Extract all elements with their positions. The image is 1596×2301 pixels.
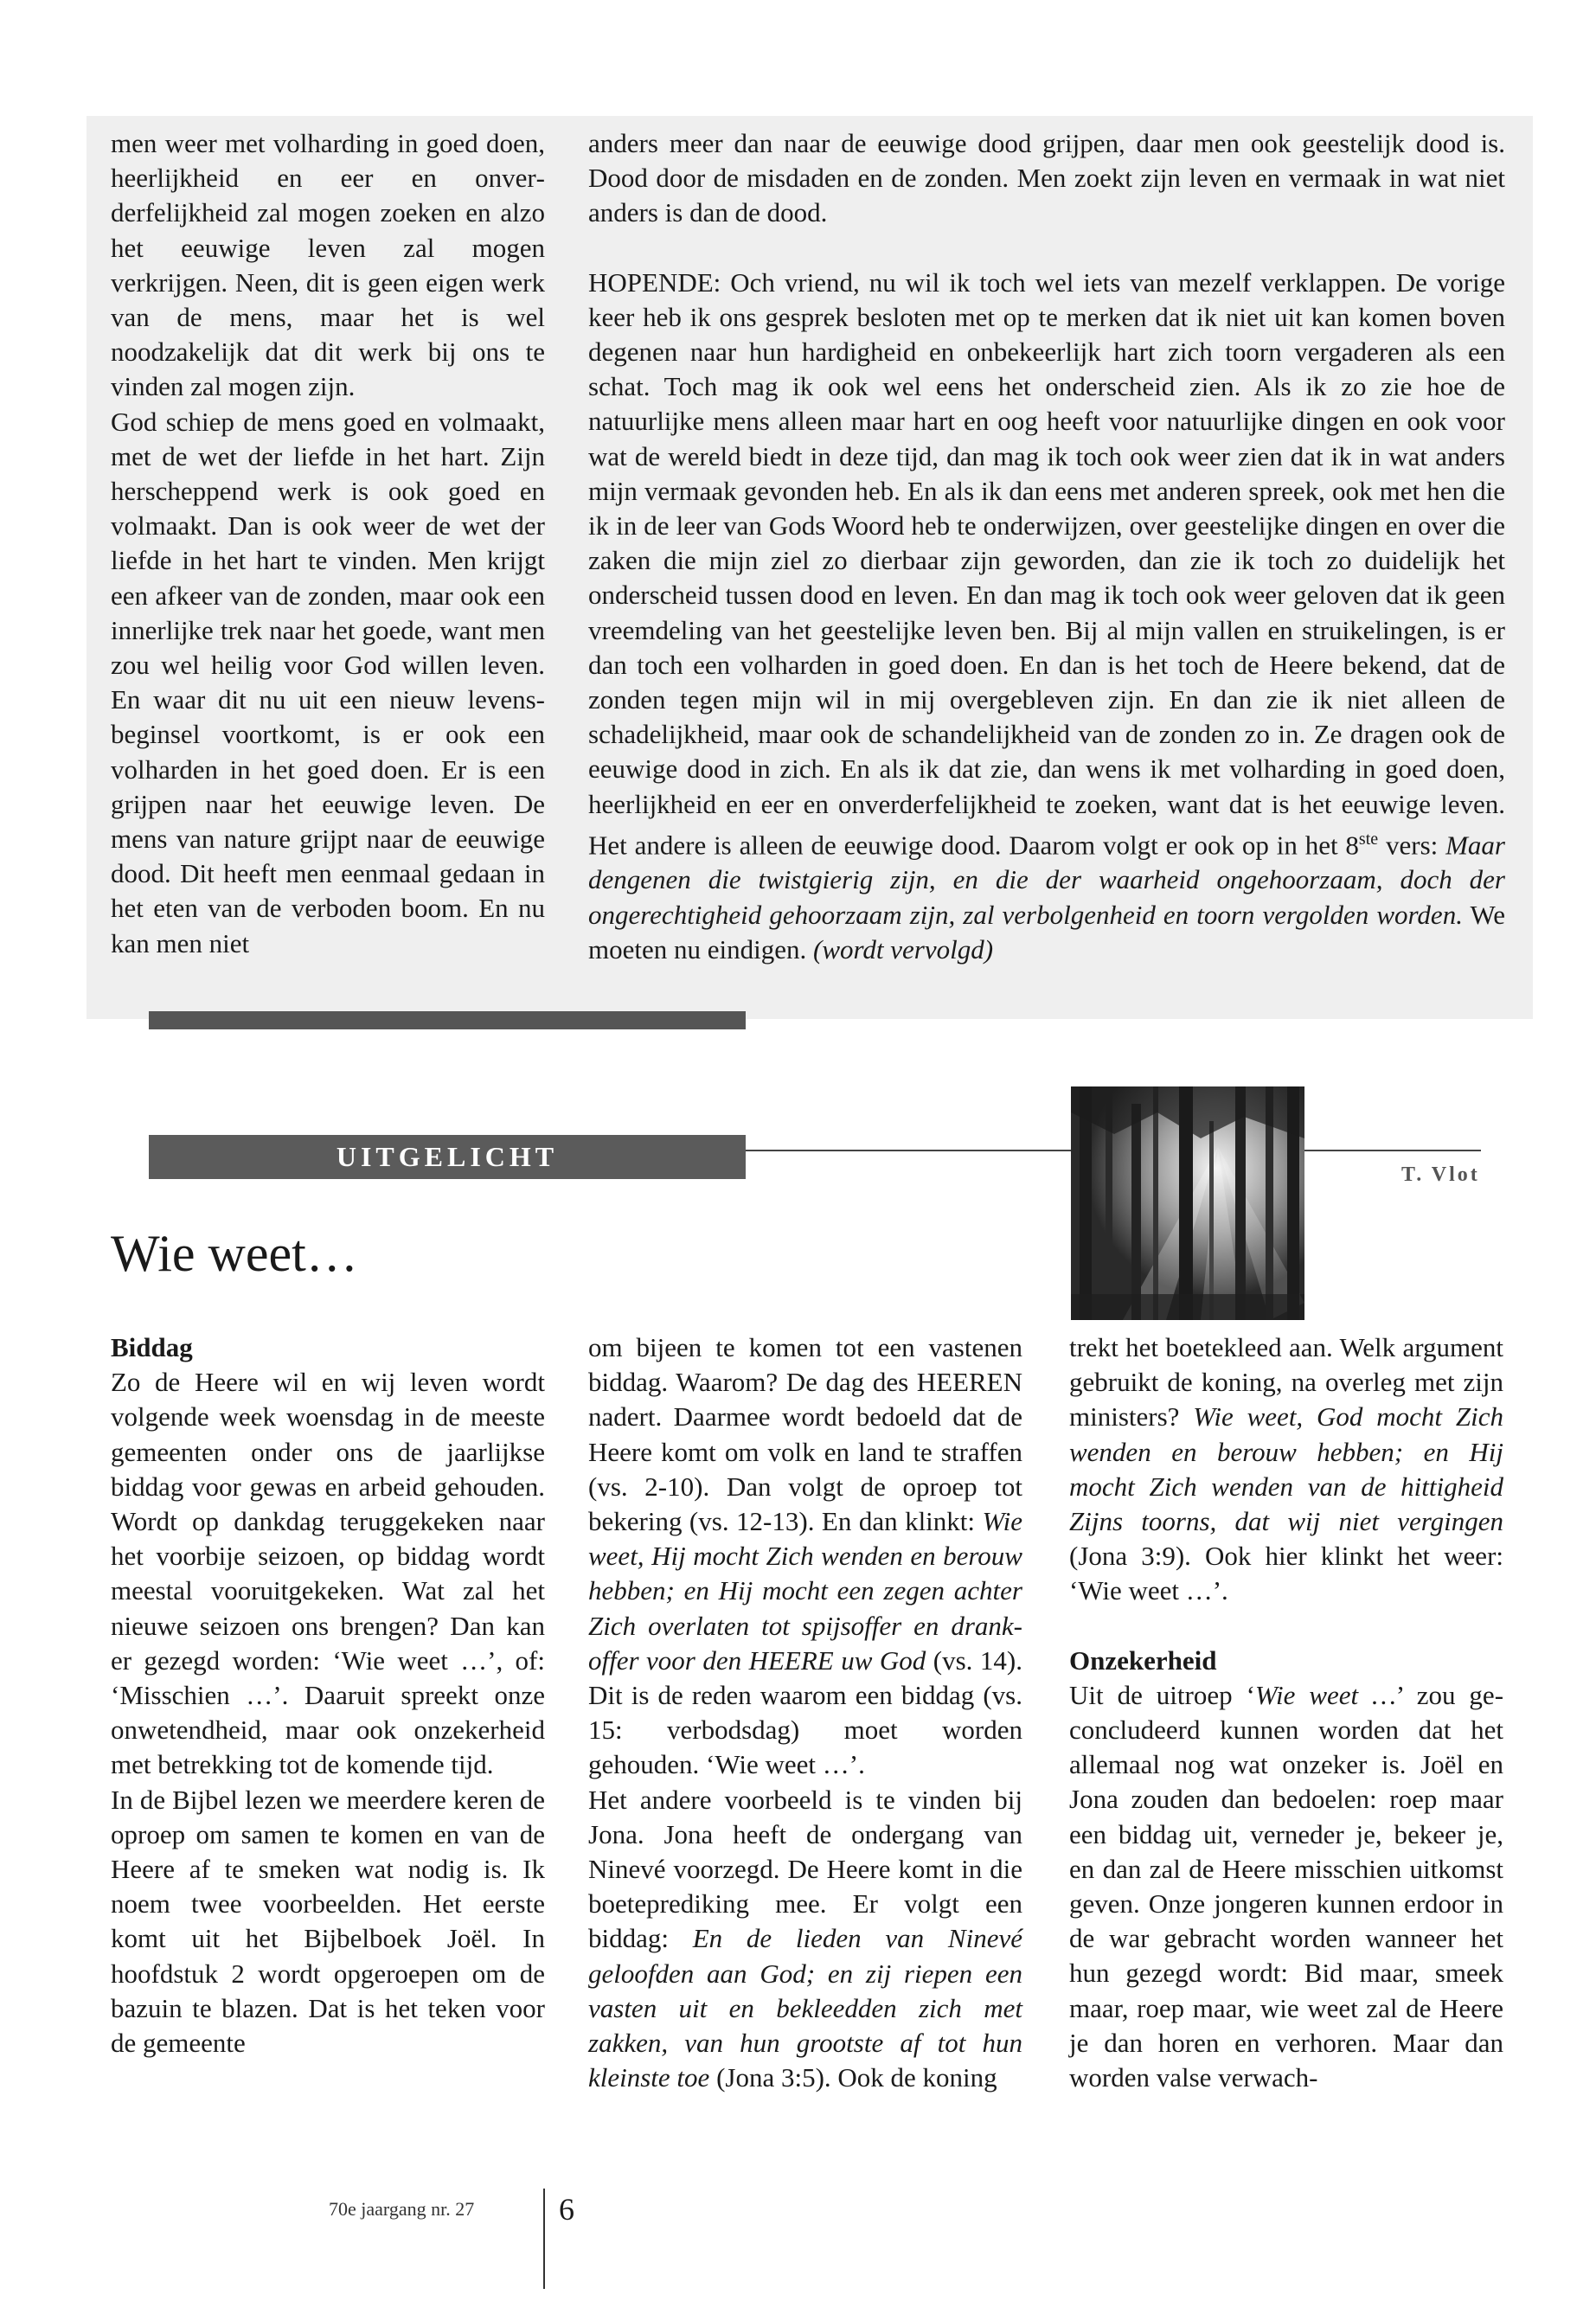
- article-column-1: [111, 1330, 545, 2061]
- paragraph: [1069, 1330, 1503, 1609]
- scripture-quote: En de lieden van Ninevé geloofden aan God; en zij riepen een vasten uit en bekleedden zich met zakken, van hun grootste af tot hun kleinste toe: [588, 1923, 1022, 2093]
- section-divider-bar: [149, 1011, 746, 1029]
- section-label: UITGELICHT: [149, 1135, 746, 1179]
- subheading-onzekerheid: Onzekerheid: [1069, 1644, 1217, 1676]
- body-text: (vs. 14). Dit is de reden waarom een biddag (vs. 15: verbodsdag) moet worden gehouden. ‘Wie weet …’.: [588, 1644, 1022, 1780]
- forest-photo: [1071, 1086, 1304, 1320]
- article-column-2: [588, 1330, 1022, 2095]
- paragraph: In de Bijbel lezen we meerdere keren de oproep om samen te komen en van de Heere af te smeken wat nodig is. Ik noem twee voorbeelden. Het eerste komt uit het Bijbelboek Joël. In hoofdstuk 2 wordt opgeroepen om de bazuin te blazen. Dat is het teken voor de gemeente: [111, 1784, 545, 2059]
- scripture-quote: Wie weet …: [1254, 1679, 1396, 1710]
- paragraph: Zo de Heere wil en wij leven wordt volgende week woensdag in de meeste gemeenten onder ons de jaarlijkse biddag voor gewas en arbeid gehouden. Wordt op dankdag teruggekeken naar het voorbije seizoen, op biddag wordt meestal vooruitgekeken. Wat zal het nieuwe seizoen ons brengen? Dan kan er gezegd worden: ‘Wie weet …’, of: ‘Misschien …’. Daaruit spreekt onze onwetendheid, maar ook onzekerheid met betrekking tot de komende tijd.: [111, 1367, 545, 1780]
- paragraph: [1069, 1678, 1503, 2095]
- scripture-quote: Maar dengenen die twistgierig zijn, en die der waarheid ongehoorzaam, doch der ongerechtigheid gehoorzaam zijn, zal verbolgenheid en toorn vergolden worden.: [588, 830, 1505, 930]
- body-text: (Jona 3:9). Ook hier klinkt het weer: ‘Wie weet …’.: [1069, 1541, 1503, 1606]
- author-byline: T. Vlot: [1401, 1163, 1480, 1186]
- footer-divider: [543, 2189, 545, 2289]
- dialogue-text: vers:: [1378, 830, 1446, 861]
- paragraph: [588, 1783, 1022, 2096]
- dialogue-text: We moeten nu eindigen.: [588, 899, 1505, 965]
- page-number: 6: [559, 2192, 574, 2227]
- subheading-biddag: Biddag: [111, 1332, 193, 1362]
- scripture-quote: Wie weet, Hij mocht Zich wenden en berouw hebben; en Hij mocht een zegen achter Zich overlaten tot spijsoffer en drankoffer voor den HEERE uw God: [588, 1506, 1022, 1676]
- volume-info: 70e jaargang nr. 27: [329, 2198, 475, 2220]
- article-title: Wie weet…: [111, 1225, 358, 1282]
- article-column-3: [1069, 1330, 1503, 2095]
- body-text: trekt het boetekleed aan. Welk argument gebruikt de koning, na overleg met zijn ministers?: [1069, 1332, 1503, 1433]
- scripture-quote: Wie weet, God mocht Zich wenden en berouw hebben; en Hij mocht Zich wenden van de hittigheid Zijns toorns, dat wij niet vergingen: [1069, 1401, 1503, 1537]
- dialogue-text: HOPENDE: Och vriend, nu wil ik toch wel iets van mezelf verklappen. De vorige keer heb ik ons gesprek besloten met op te merken dat ik niet uit kan komen boven degenen naar hun hardigheid en onbekeerlijk hart zich toorn vergaderen als een schat. Toch mag ik ook wel eens het onderscheid zien. Als ik zo zie hoe de natuurlijke mens alleen maar hart en oog heeft voor natuurlijke dingen en ook voor wat de wereld biedt in deze tijd, dan mag ik toch ook weer zien dat ik in wat anders mijn vermaak gevonden heb. En als ik dan eens met anderen spreek, ook met hen die ik in de leer van Gods Woord heb te onderwijzen, over geestelijke dingen en over die zaken die mijn ziel zo dierbaar zijn geworden, dan zie ik toch zo duidelijk het onderscheid tussen dood en leven. En dan mag ik toch ook weer geloven dat ik geen vreemdeling van het geestelijke leven ben. Bij al mijn vallen en struikelingen, is er dan toch een volharden in goed doen. En dan is het toch de Heere bekend, dat de zonden tegen mijn wil in mij overgebleven zijn. En dan zie ik niet alleen de schadelijkheid, maar ook de schandelijkheid van de zonden zo in. Ze dragen ook de eeuwige dood in zich. En als ik dat zie, dan wens ik met volharding in goed doen, heerlijkheid en eer en onverderfelijkheid te zoeken, want dat is het eeuwige leven. Het andere is alleen de eeuwige dood.: [588, 266, 1505, 861]
- body-text: ’ zou geconcludeerd kunnen worden dat het allemaal nog wat onzeker is. Joël en Jona zouden dan bedoelen: roep maar een biddag uit, verneder je, bekeer je, en dan zal de Heere misschien uitkomst geven. Onze jongeren kunnen erdoor in de war gebracht worden wanneer het hun gezegd wordt: Bid maar, smeek maar, roep maar, wie weet zal de Heere je dan horen en verhoren. Maar dan worden valse verwach-: [1069, 1679, 1504, 2093]
- ordinal-suffix: ste: [1358, 829, 1379, 849]
- paragraph: [588, 1330, 1022, 1783]
- body-text: Uit de uitroep ‘: [1069, 1679, 1255, 1710]
- paragraph: men weer met volharding in goed doen, heerlijkheid en eer en onverderfelijkheid zal mogen zoeken en alzo het eeuwige leven zal mogen verkrijgen. Neen, dit is geen eigen werk van de mens, maar het is wel noodzakelijk dat dit werk bij ons te vinden zal mogen zijn.: [111, 128, 545, 402]
- top-left-column: [111, 126, 545, 961]
- top-right-column: [588, 126, 1505, 967]
- body-text: (Jona 3:5). Ook de koning: [709, 2062, 997, 2093]
- paragraph: [588, 266, 1505, 967]
- body-text: Het andere voorbeeld is te vinden bij Jona. Jona heeft de ondergang van Ninevé voorzegd. De Heere komt in die boeteprediking mee. Er volgt een biddag:: [588, 1784, 1022, 1954]
- paragraph: anders meer dan naar de eeuwige dood grijpen, daar men ook geestelijk dood is. Dood door de misdaden en de zonden. Men zoekt zijn leven en vermaak in wat niet anders is dan de dood.: [588, 128, 1505, 228]
- body-text: om bijeen te komen tot een vastenen biddag. Waarom? De dag des HEEREN nadert. Daarmee wordt bedoeld dat de Heere komt om volk en land te straffen (vs. 2-10). Dan volgt de oproep tot bekering (vs. 12-13). En dan klinkt:: [588, 1332, 1022, 1537]
- dialogue-text: Daarom volgt er ook op in het 8: [1009, 830, 1359, 861]
- paragraph: God schiep de mens goed en volmaakt, met de wet der liefde in het hart. Zijn herscheppend werk is ook goed en volmaakt. Dan is ook weer de wet der liefde in het hart te vinden. Men krijgt een afkeer van de zonden, maar ook een innerlijke trek naar het goede, want men zou wel heilig voor God willen leven. En waar dit nu uit een nieuw levensbeginsel voortkomt, is er ook een volharden in het goed doen. Er is een grijpen naar het eeuwige leven. De mens van nature grijpt naar de eeuwige dood. Dit heeft men eenmaal gedaan in het eten van de verboden boom. En nu kan men niet: [111, 406, 545, 958]
- continued-note: (wordt vervolgd): [813, 933, 994, 965]
